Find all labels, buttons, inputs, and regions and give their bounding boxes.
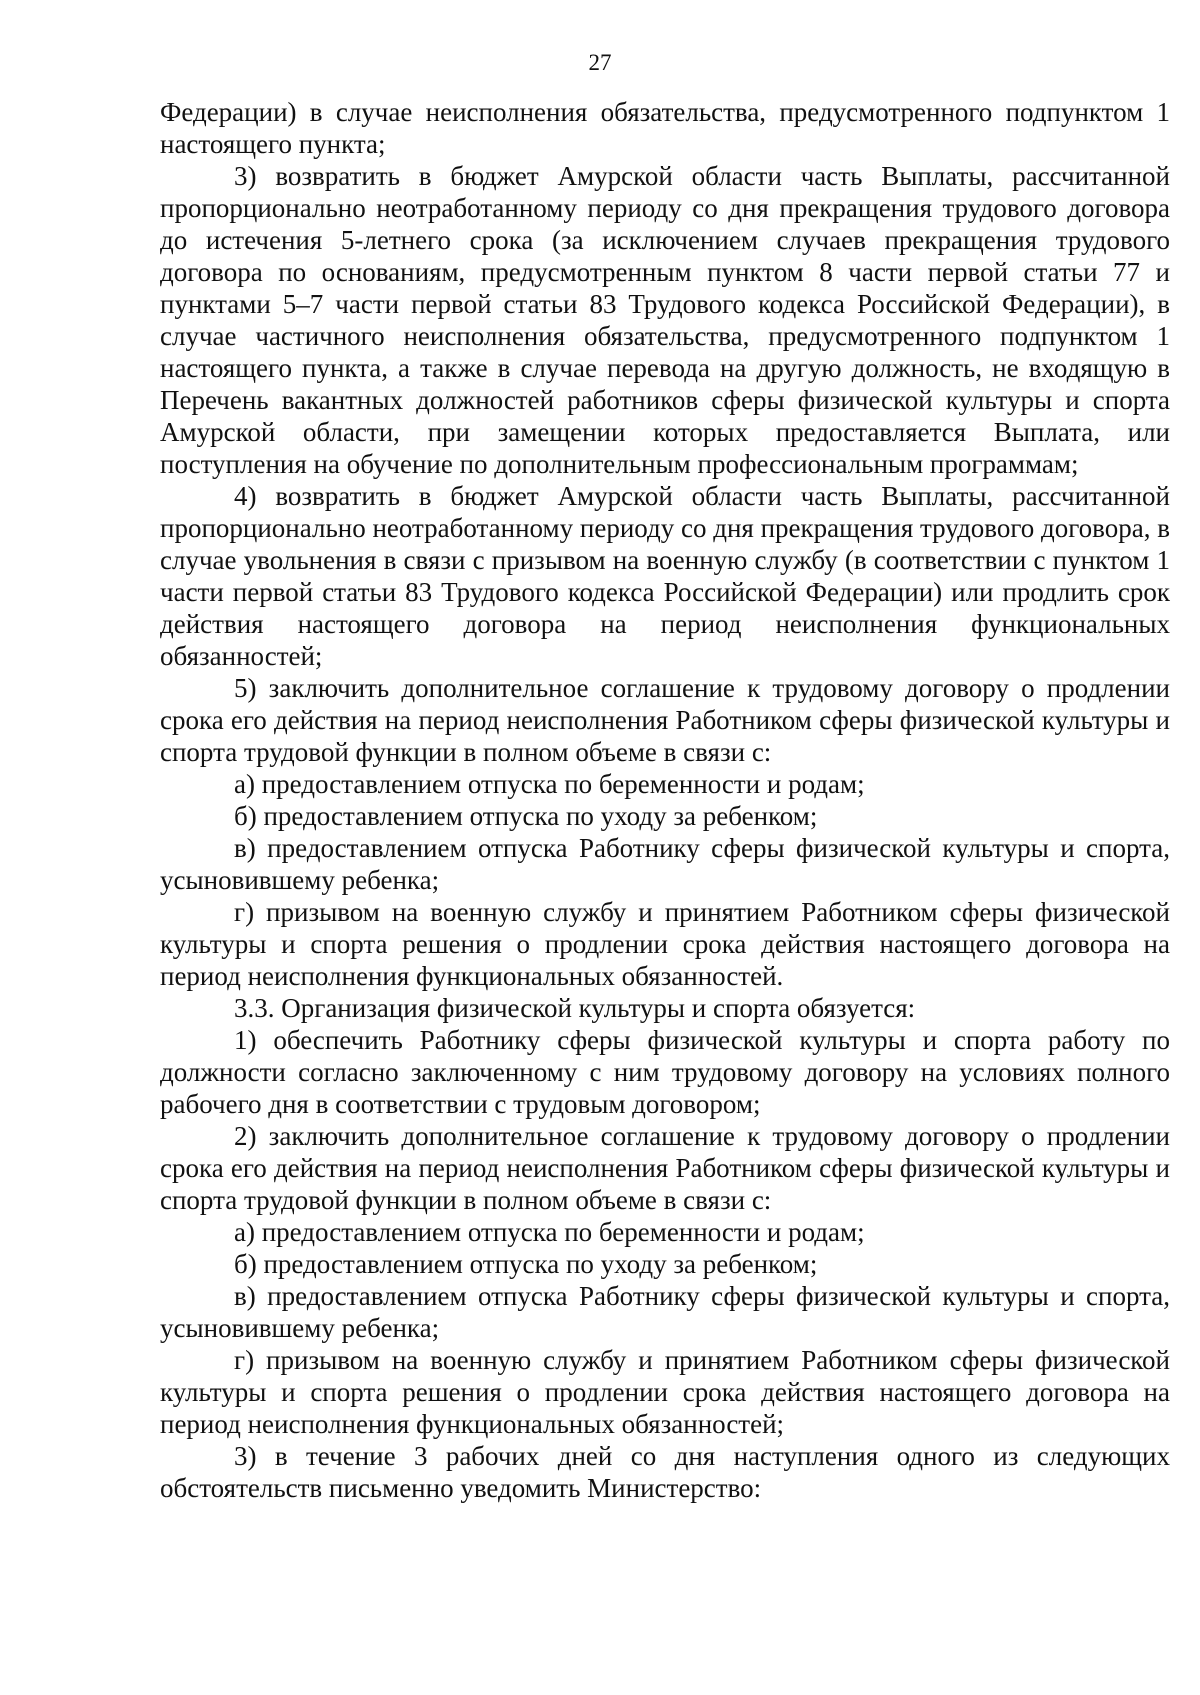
paragraph-item-3: 3) в течение 3 рабочих дней со дня наступления одного из следующих обстоятельств письменно уведомить Министерство: [160, 1441, 1170, 1503]
subitem-a: а) предоставлением отпуска по беременности и родам; [234, 1217, 865, 1247]
paragraph-item-2: 2) заключить дополнительное соглашение к трудовому договору о продлении срока его действия на период неисполнения Работником сферы физической культуры и спорта трудовой функции в полном объеме в связи с: [160, 1121, 1170, 1215]
paragraph-item-3: 3) возвратить в бюджет Амурской области часть Выплаты, рассчитанной пропорционально неотработанному периоду со дня прекращения трудового договора до истечения 5-летнего срока (за исключением случаев прекращения трудового договора по основаниям, предусмотренным пунктом 8 части первой статьи 77 и пунктами 5–7 части первой статьи 83 Трудового кодекса Российской Федерации), в случае частичного неисполнения обязательства, предусмотренного подпунктом 1 настоящего пункта, а также в случае перевода на другую должность, не входящую в Перечень вакантных должностей работников сферы физической культуры и спорта Амурской области, при замещении которых предоставляется Выплата, или поступления на обучение по дополнительным профессиональным программам; [160, 161, 1170, 479]
paragraph-item-5: 5) заключить дополнительное соглашение к трудовому договору о продлении срока его действия на период неисполнения Работником сферы физической культуры и спорта трудовой функции в полном объеме в связи с: [160, 673, 1170, 767]
subitem-g: г) призывом на военную службу и принятием Работником сферы физической культуры и спорта решения о продлении срока действия настоящего договора на период неисполнения функциональных обязанностей; [160, 1345, 1170, 1439]
subitem-b: б) предоставлением отпуска по уходу за ребенком; [234, 801, 818, 831]
subitem-g: г) призывом на военную службу и принятием Работником сферы физической культуры и спорта решения о продлении срока действия настоящего договора на период неисполнения функциональных обязанностей. [160, 897, 1170, 991]
subitem-v: в) предоставлением отпуска Работнику сферы физической культуры и спорта, усыновившему ребенка; [160, 833, 1170, 895]
paragraph-continuation: Федерации) в случае неисполнения обязательства, предусмотренного подпунктом 1 настоящего пункта; [160, 97, 1170, 159]
document-body [160, 96, 1170, 1504]
subitem-a: а) предоставлением отпуска по беременности и родам; [234, 769, 865, 799]
paragraph-item-4: 4) возвратить в бюджет Амурской области часть Выплаты, рассчитанной пропорционально неотработанному периоду со дня прекращения трудового договора, в случае увольнения в связи с призывом на военную службу (в соответствии с пунктом 1 части первой статьи 83 Трудового кодекса Российской Федерации) или продлить срок действия настоящего договора на период неисполнения функциональных обязанностей; [160, 481, 1170, 671]
paragraph-item-1: 1) обеспечить Работнику сферы физической культуры и спорта работу по должности согласно заключенному с ним трудовому договору на условиях полного рабочего дня в соответствии с трудовым договором; [160, 1025, 1170, 1119]
page-number: 27 [588, 50, 612, 75]
subitem-b: б) предоставлением отпуска по уходу за ребенком; [234, 1249, 818, 1279]
section-heading-3-3: 3.3. Организация физической культуры и спорта обязуется: [234, 993, 916, 1023]
subitem-v: в) предоставлением отпуска Работнику сферы физической культуры и спорта, усыновившему ребенка; [160, 1281, 1170, 1343]
